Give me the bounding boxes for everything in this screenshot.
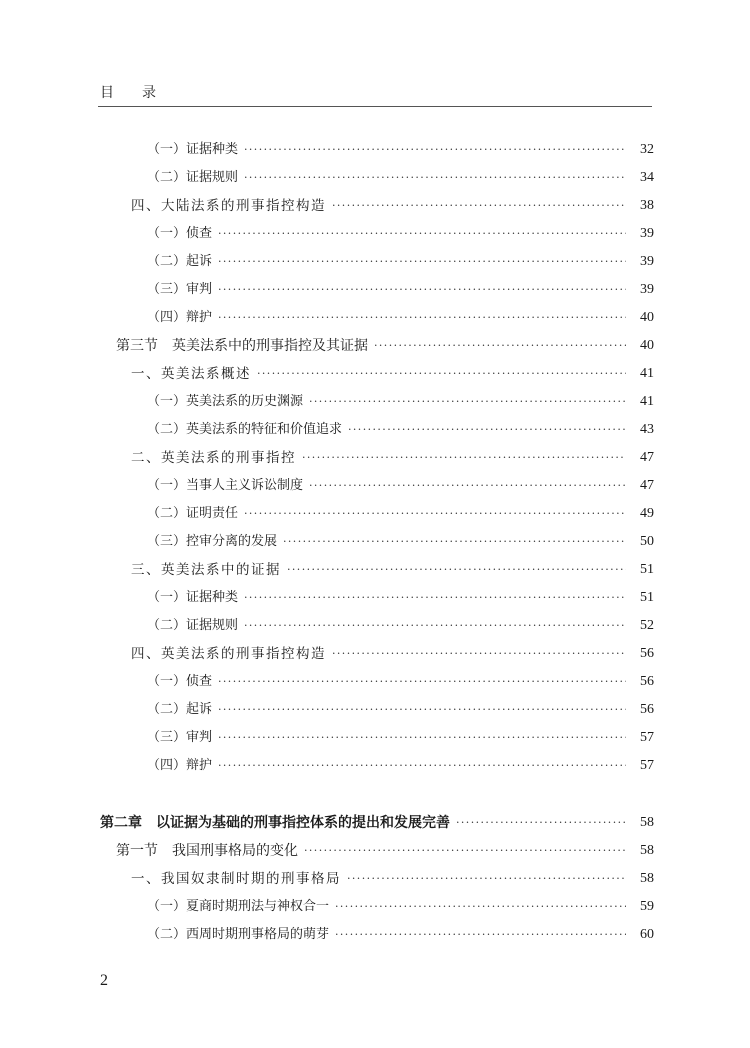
toc-entry-page: 52	[640, 618, 654, 633]
toc-entry-page: 59	[640, 899, 654, 914]
dot-leader	[287, 562, 626, 578]
toc-entry-page: 41	[640, 366, 654, 381]
toc-entry-page: 32	[640, 142, 654, 157]
dot-leader	[218, 226, 626, 242]
toc-entry	[147, 529, 654, 551]
toc-entry	[131, 361, 654, 383]
toc-entry	[131, 445, 654, 467]
toc-entry-title: 四、大陆法系的刑事指控构造	[131, 198, 326, 214]
dot-leader	[335, 927, 626, 943]
toc-entry-page: 57	[640, 730, 654, 745]
toc-entry-page: 56	[640, 646, 654, 661]
toc-entry-title: （一）当事人主义诉讼制度	[147, 478, 304, 493]
toc-entry	[147, 753, 654, 775]
dot-leader	[374, 338, 626, 354]
toc-entry	[147, 249, 654, 271]
dot-leader	[218, 254, 626, 270]
dot-leader	[218, 282, 626, 298]
toc-entry-page: 47	[640, 450, 654, 465]
dot-leader	[347, 871, 626, 887]
dot-leader	[332, 646, 626, 662]
running-header-char-1: 目	[100, 85, 114, 101]
toc-entry-page: 40	[640, 310, 654, 325]
toc-entry	[131, 866, 654, 888]
toc-entry-title: （一）侦查	[147, 674, 213, 689]
toc-entry-page: 56	[640, 702, 654, 717]
toc-entry-title: （三）审判	[147, 730, 213, 745]
header-rule	[98, 106, 652, 107]
toc-entry	[147, 165, 654, 187]
toc-entry-page: 51	[640, 562, 654, 577]
toc-entry-page: 41	[640, 394, 654, 409]
page-number: 2	[100, 972, 108, 989]
dot-leader	[244, 590, 626, 606]
toc-entry-page: 43	[640, 422, 654, 437]
dot-leader	[244, 506, 626, 522]
toc-entry-title: 一、英美法系概述	[131, 366, 251, 382]
toc-entry	[147, 417, 654, 439]
toc-entry	[147, 305, 654, 327]
toc-entry-page: 60	[640, 927, 654, 942]
toc-entry-title: 三、英美法系中的证据	[131, 562, 281, 578]
toc-entry	[147, 669, 654, 691]
dot-leader	[257, 366, 626, 382]
toc-entry-page: 39	[640, 282, 654, 297]
dot-leader	[244, 142, 626, 158]
toc-entry	[147, 725, 654, 747]
running-header-char-2: 录	[142, 85, 156, 101]
toc-entry-title: （二）起诉	[147, 702, 213, 717]
toc-entry-title: 一、我国奴隶制时期的刑事格局	[131, 871, 341, 887]
toc-entry-title: （二）英美法系的特征和价值追求	[147, 422, 343, 437]
toc-entry-title: （四）辩护	[147, 310, 213, 325]
dot-leader	[218, 702, 626, 718]
toc-entry-page: 58	[640, 871, 654, 886]
toc-entry-page: 40	[640, 338, 654, 353]
toc-entry-page: 51	[640, 590, 654, 605]
dot-leader	[218, 310, 626, 326]
dot-leader	[309, 478, 626, 494]
toc-entry-page: 58	[640, 843, 654, 858]
toc-entry-title: （三）审判	[147, 282, 213, 297]
dot-leader	[218, 730, 626, 746]
toc-entry-page: 38	[640, 198, 654, 213]
toc-entry-page: 49	[640, 506, 654, 521]
toc-entry-page: 57	[640, 758, 654, 773]
dot-leader	[218, 758, 626, 774]
toc-entry	[147, 501, 654, 523]
dot-leader	[335, 899, 626, 915]
toc-entry-title: （二）西周时期刑事格局的萌芽	[147, 927, 330, 942]
toc-entry-title: 第二章 以证据为基础的刑事指控体系的提出和发展完善	[100, 815, 450, 831]
toc-entry-page: 56	[640, 674, 654, 689]
toc-entry-page: 50	[640, 534, 654, 549]
toc-entry-title: （二）证明责任	[147, 506, 239, 521]
toc-entry	[116, 333, 654, 355]
toc-entry-title: （一）英美法系的历史渊源	[147, 394, 304, 409]
toc-entry-title: （三）控审分离的发展	[147, 534, 278, 549]
dot-leader	[348, 422, 626, 438]
toc-entry-page: 39	[640, 226, 654, 241]
toc-entry	[147, 922, 654, 944]
running-header	[100, 82, 156, 102]
dot-leader	[283, 534, 626, 550]
toc-entry	[131, 641, 654, 663]
dot-leader	[456, 815, 626, 831]
toc-entry	[131, 193, 654, 215]
toc-entry-page: 39	[640, 254, 654, 269]
toc-entry-title: （二）证据规则	[147, 170, 239, 185]
dot-leader	[244, 618, 626, 634]
toc-entry-title: （一）证据种类	[147, 590, 239, 605]
toc-entry-page: 34	[640, 170, 654, 185]
toc-entry-title: 第三节 英美法系中的刑事指控及其证据	[116, 338, 368, 354]
dot-leader	[218, 674, 626, 690]
toc-entry-title: （一）侦查	[147, 226, 213, 241]
dot-leader	[304, 843, 626, 859]
toc-entry-page: 47	[640, 478, 654, 493]
toc-entry	[147, 613, 654, 635]
toc-entry	[147, 221, 654, 243]
toc-entry-title: （二）证据规则	[147, 618, 239, 633]
toc-entry-title: （一）夏商时期刑法与神权合一	[147, 899, 330, 914]
toc-entry	[147, 697, 654, 719]
dot-leader	[332, 198, 626, 214]
dot-leader	[244, 170, 626, 186]
toc-entry-page: 58	[640, 815, 654, 830]
dot-leader	[309, 394, 626, 410]
toc-entry	[116, 838, 654, 860]
toc-entry	[100, 810, 654, 832]
toc-entry-title: 四、英美法系的刑事指控构造	[131, 646, 326, 662]
toc-entry-title: （四）辩护	[147, 758, 213, 773]
toc-entry-title: （二）起诉	[147, 254, 213, 269]
toc-entry	[147, 389, 654, 411]
toc-entry	[147, 894, 654, 916]
toc-entry-title: （一）证据种类	[147, 142, 239, 157]
toc-entry	[131, 557, 654, 579]
toc-entry-title: 二、英美法系的刑事指控	[131, 450, 296, 466]
toc-entry	[147, 585, 654, 607]
toc-entry	[147, 277, 654, 299]
dot-leader	[302, 450, 626, 466]
toc-entry-title: 第一节 我国刑事格局的变化	[116, 843, 298, 859]
toc-entry	[147, 137, 654, 159]
toc-entry	[147, 473, 654, 495]
